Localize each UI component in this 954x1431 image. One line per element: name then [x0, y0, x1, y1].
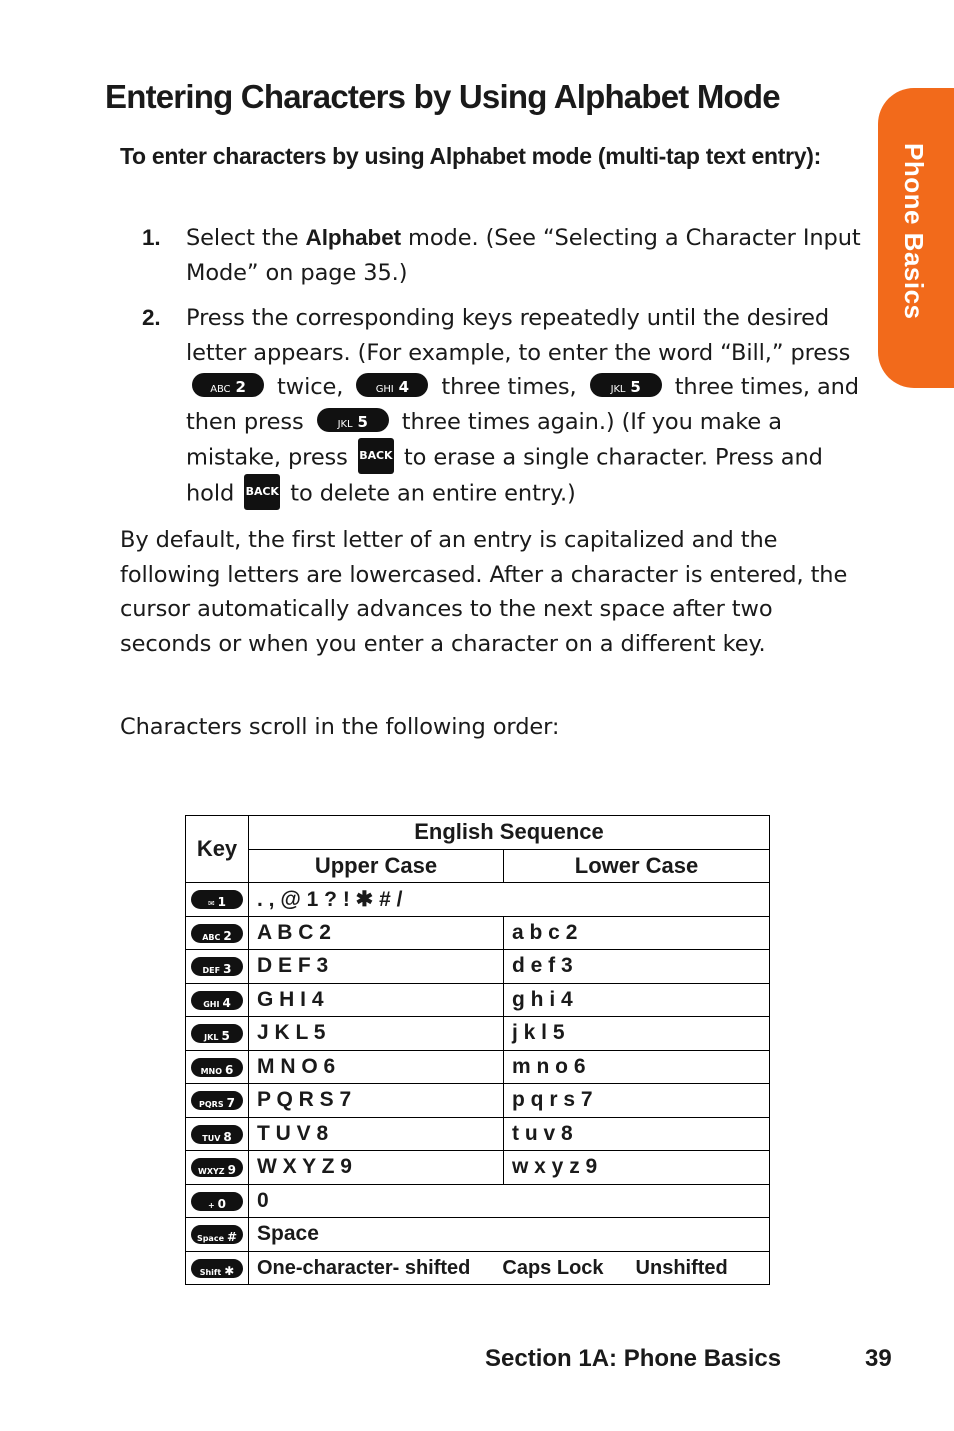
- lower-cell: j k l 5: [504, 1017, 770, 1051]
- key-8-icon: TUV 8: [191, 1125, 243, 1144]
- upper-cell: M N O 6: [249, 1050, 504, 1084]
- upper-cell: J K L 5: [249, 1017, 504, 1051]
- alphabet-term: Alphabet: [305, 225, 401, 250]
- sequence-column-header: English Sequence: [249, 816, 770, 850]
- table-row: [186, 983, 770, 1017]
- shift-option-unshifted: Unshifted: [635, 1256, 728, 1279]
- lower-cell: m n o 6: [504, 1050, 770, 1084]
- step-text: Press the corresponding keys repeatedly until the desired letter appears. (For example, to enter the word “Bill,” press ABC 2 twice, GHI 4 three times, JKL 5 three times, and then press JKL 5 three times again.) (If you make a mistake, press BACK to erase a single character. Press and hold BACK to delete an entire entry.): [186, 301, 877, 512]
- shift-key-icon: Shift ✱: [191, 1259, 243, 1278]
- footer-section-title: Section 1A: Phone Basics: [485, 1345, 782, 1372]
- upper-cell: G H I 4: [249, 983, 504, 1017]
- shift-option-caps-lock: Caps Lock: [502, 1256, 604, 1279]
- key-6-icon: MNO 6: [191, 1058, 243, 1077]
- page-heading: Entering Characters by Using Alphabet Mode: [105, 78, 780, 115]
- table-row: [186, 1084, 770, 1118]
- key-0-icon: + 0: [191, 1192, 243, 1211]
- table-row: [186, 1218, 770, 1252]
- key-5-icon: JKL 5: [191, 1024, 243, 1043]
- step-number: 2.: [142, 305, 161, 330]
- sequence-cell: 0: [249, 1184, 770, 1218]
- key-column-header: Key: [186, 816, 249, 883]
- ghi-4-key-icon: GHI 4: [356, 373, 428, 397]
- step-text: Select the Alphabet mode. (See “Selecting a Character Input Mode” on page 35.): [186, 225, 861, 286]
- lower-case-header: Lower Case: [504, 849, 770, 883]
- default-paragraph: By default, the first letter of an entry is capitalized and the following letters are lowercased. After a character is entered, the cursor automatically advances to the next space after two seconds or when you enter a character on a different key.: [120, 527, 848, 658]
- lower-cell: p q r s 7: [504, 1084, 770, 1118]
- lower-cell: a b c 2: [504, 916, 770, 950]
- table-row: [186, 883, 770, 917]
- sequence-cell: Space: [249, 1218, 770, 1252]
- key-4-icon: GHI 4: [191, 991, 243, 1010]
- table-row: [186, 1050, 770, 1084]
- lower-cell: w x y z 9: [504, 1151, 770, 1185]
- procedure-intro: To enter characters by using Alphabet mode (multi-tap text entry):: [120, 143, 821, 169]
- upper-cell: P Q R S 7: [249, 1084, 504, 1118]
- table-row: [186, 950, 770, 984]
- key-1-icon: ✉ 1: [191, 890, 243, 909]
- table-row: [186, 1184, 770, 1218]
- step-2: [142, 301, 877, 512]
- shift-option-one-character: One-character- shifted: [257, 1256, 471, 1279]
- side-tab-label: Phone Basics: [899, 143, 929, 320]
- lower-cell: d e f 3: [504, 950, 770, 984]
- table-row: [186, 916, 770, 950]
- upper-case-header: Upper Case: [249, 849, 504, 883]
- character-sequence-table: [185, 815, 770, 1285]
- table-row: [186, 1017, 770, 1051]
- page-number: 39: [865, 1345, 892, 1372]
- upper-cell: A B C 2: [249, 916, 504, 950]
- table-row: [186, 1251, 770, 1285]
- table-row: [186, 1117, 770, 1151]
- upper-cell: T U V 8: [249, 1117, 504, 1151]
- shift-options-cell: [249, 1251, 770, 1285]
- key-7-icon: PQRS 7: [191, 1091, 243, 1110]
- sequence-cell: . , @ 1 ? ! ✱ # /: [249, 883, 770, 917]
- step-1: [142, 221, 877, 290]
- back-key-icon: BACK: [358, 438, 394, 474]
- upper-cell: W X Y Z 9: [249, 1151, 504, 1185]
- step-number: 1.: [142, 225, 161, 250]
- jkl-5-key-icon: JKL 5: [317, 408, 389, 432]
- key-3-icon: DEF 3: [191, 957, 243, 976]
- abc-2-key-icon: ABC 2: [192, 373, 264, 397]
- table-row: [186, 1151, 770, 1185]
- order-paragraph: Characters scroll in the following order:: [120, 714, 560, 740]
- lower-cell: g h i 4: [504, 983, 770, 1017]
- back-key-icon: BACK: [244, 474, 280, 510]
- table-header-row: [186, 816, 770, 850]
- table-subheader-row: [186, 849, 770, 883]
- key-9-icon: WXYZ 9: [191, 1158, 243, 1177]
- jkl-5-key-icon: JKL 5: [590, 373, 662, 397]
- space-key-icon: Space #: [191, 1225, 243, 1244]
- lower-cell: t u v 8: [504, 1117, 770, 1151]
- upper-cell: D E F 3: [249, 950, 504, 984]
- key-2-icon: ABC 2: [191, 924, 243, 943]
